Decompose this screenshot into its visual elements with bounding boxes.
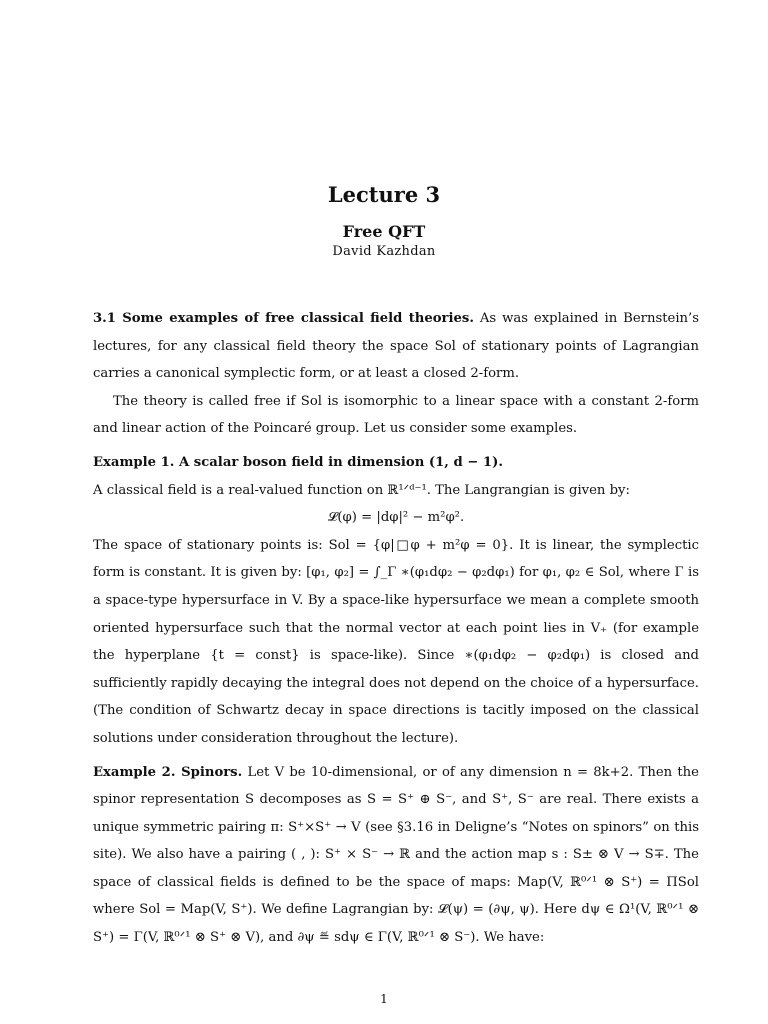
- example2-heading: Example 2. Spinors.: [93, 764, 243, 780]
- example1-paragraph: The space of stationary points is: Sol = {φ|□φ + m²φ = 0}. It is linear, the symplectic form is constant. It is given by: [φ₁, φ₂] = ∫_Γ ∗(φ₁dφ₂ − φ₂dφ₁) for φ₁, φ₂ ∈ Sol, where Γ is a space-type hypersurface in V. By a space-like hypersurface we mean a complete smooth oriented hypersurface such that the normal vector at each point lies in V₊ (for example the hyperplane {t = const} is space-like). Since ∗(φ₁dφ₂ − φ₂dφ₁) is closed and sufficiently rapidly decaying the integral does not depend on the choice of a hypersurface. (The condition of Schwartz decay in space directions is tacitly imposed on the classical solutions under consideration throughout the lecture).: [93, 537, 699, 746]
- author-name: David Kazhdan: [332, 244, 436, 259]
- body-text: [93, 305, 699, 952]
- page-number: 1: [380, 992, 388, 1006]
- example1-heading: Example 1. A scalar boson field in dimension (1, d − 1).: [93, 454, 503, 470]
- section-heading: 3.1 Some examples of free classical field theories.: [93, 311, 474, 326]
- example2-paragraph: [93, 759, 699, 952]
- lecture-subtitle: Free QFT: [342, 222, 426, 241]
- lagrangian-equation: 𝓛(φ) = |dφ|² − m²φ².: [327, 510, 465, 526]
- section-paragraph: [93, 305, 699, 388]
- lecture-title: Lecture 3: [327, 182, 441, 207]
- example2-text: Let V be 10-dimensional, or of any dimension n = 8k+2. Then the spinor representation S decomposes as S = S⁺ ⊕ S⁻, and S⁺, S⁻ are real. There exists a unique symmetric pairing π: S⁺×S⁺ → V (see §3.16 in Deligne’s “Notes on spinors” on this site). We also have a pairing ( , ): S⁺ × S⁻ → ℝ and the action map s : S± ⊗ V → S∓. The space of classical fields is defined to be the space of maps: Map(V, ℝ⁰ᐟ¹ ⊗ S⁺) = ΠSol where Sol = Map(V, S⁺). We define Lagrangian by: 𝓛(ψ) = (∂ψ, ψ). Here dψ ∈ Ω¹(V, ℝ⁰ᐟ¹ ⊗ S⁺) = Γ(V, ℝ⁰ᐟ¹ ⊗ S⁺ ⊗ V), and ∂ψ ≝ sdψ ∈ Γ(V, ℝ⁰ᐟ¹ ⊗ S⁻). We have:: [93, 764, 699, 946]
- example1-line1: A classical field is a real-valued function on ℝ¹ᐟᵈ⁻¹. The Langrangian is given by:: [93, 482, 630, 498]
- section-paragraph-2: The theory is called free if Sol is isomorphic to a linear space with a constant 2-form and linear action of the Poincaré group. Let us consider some examples.: [93, 393, 699, 437]
- section-intro: As was explained in Bernstein’s lectures, for any classical field theory the space Sol of stationary points of Lagrangian carries a canonical symplectic form, or at least a closed 2-form.: [93, 311, 699, 382]
